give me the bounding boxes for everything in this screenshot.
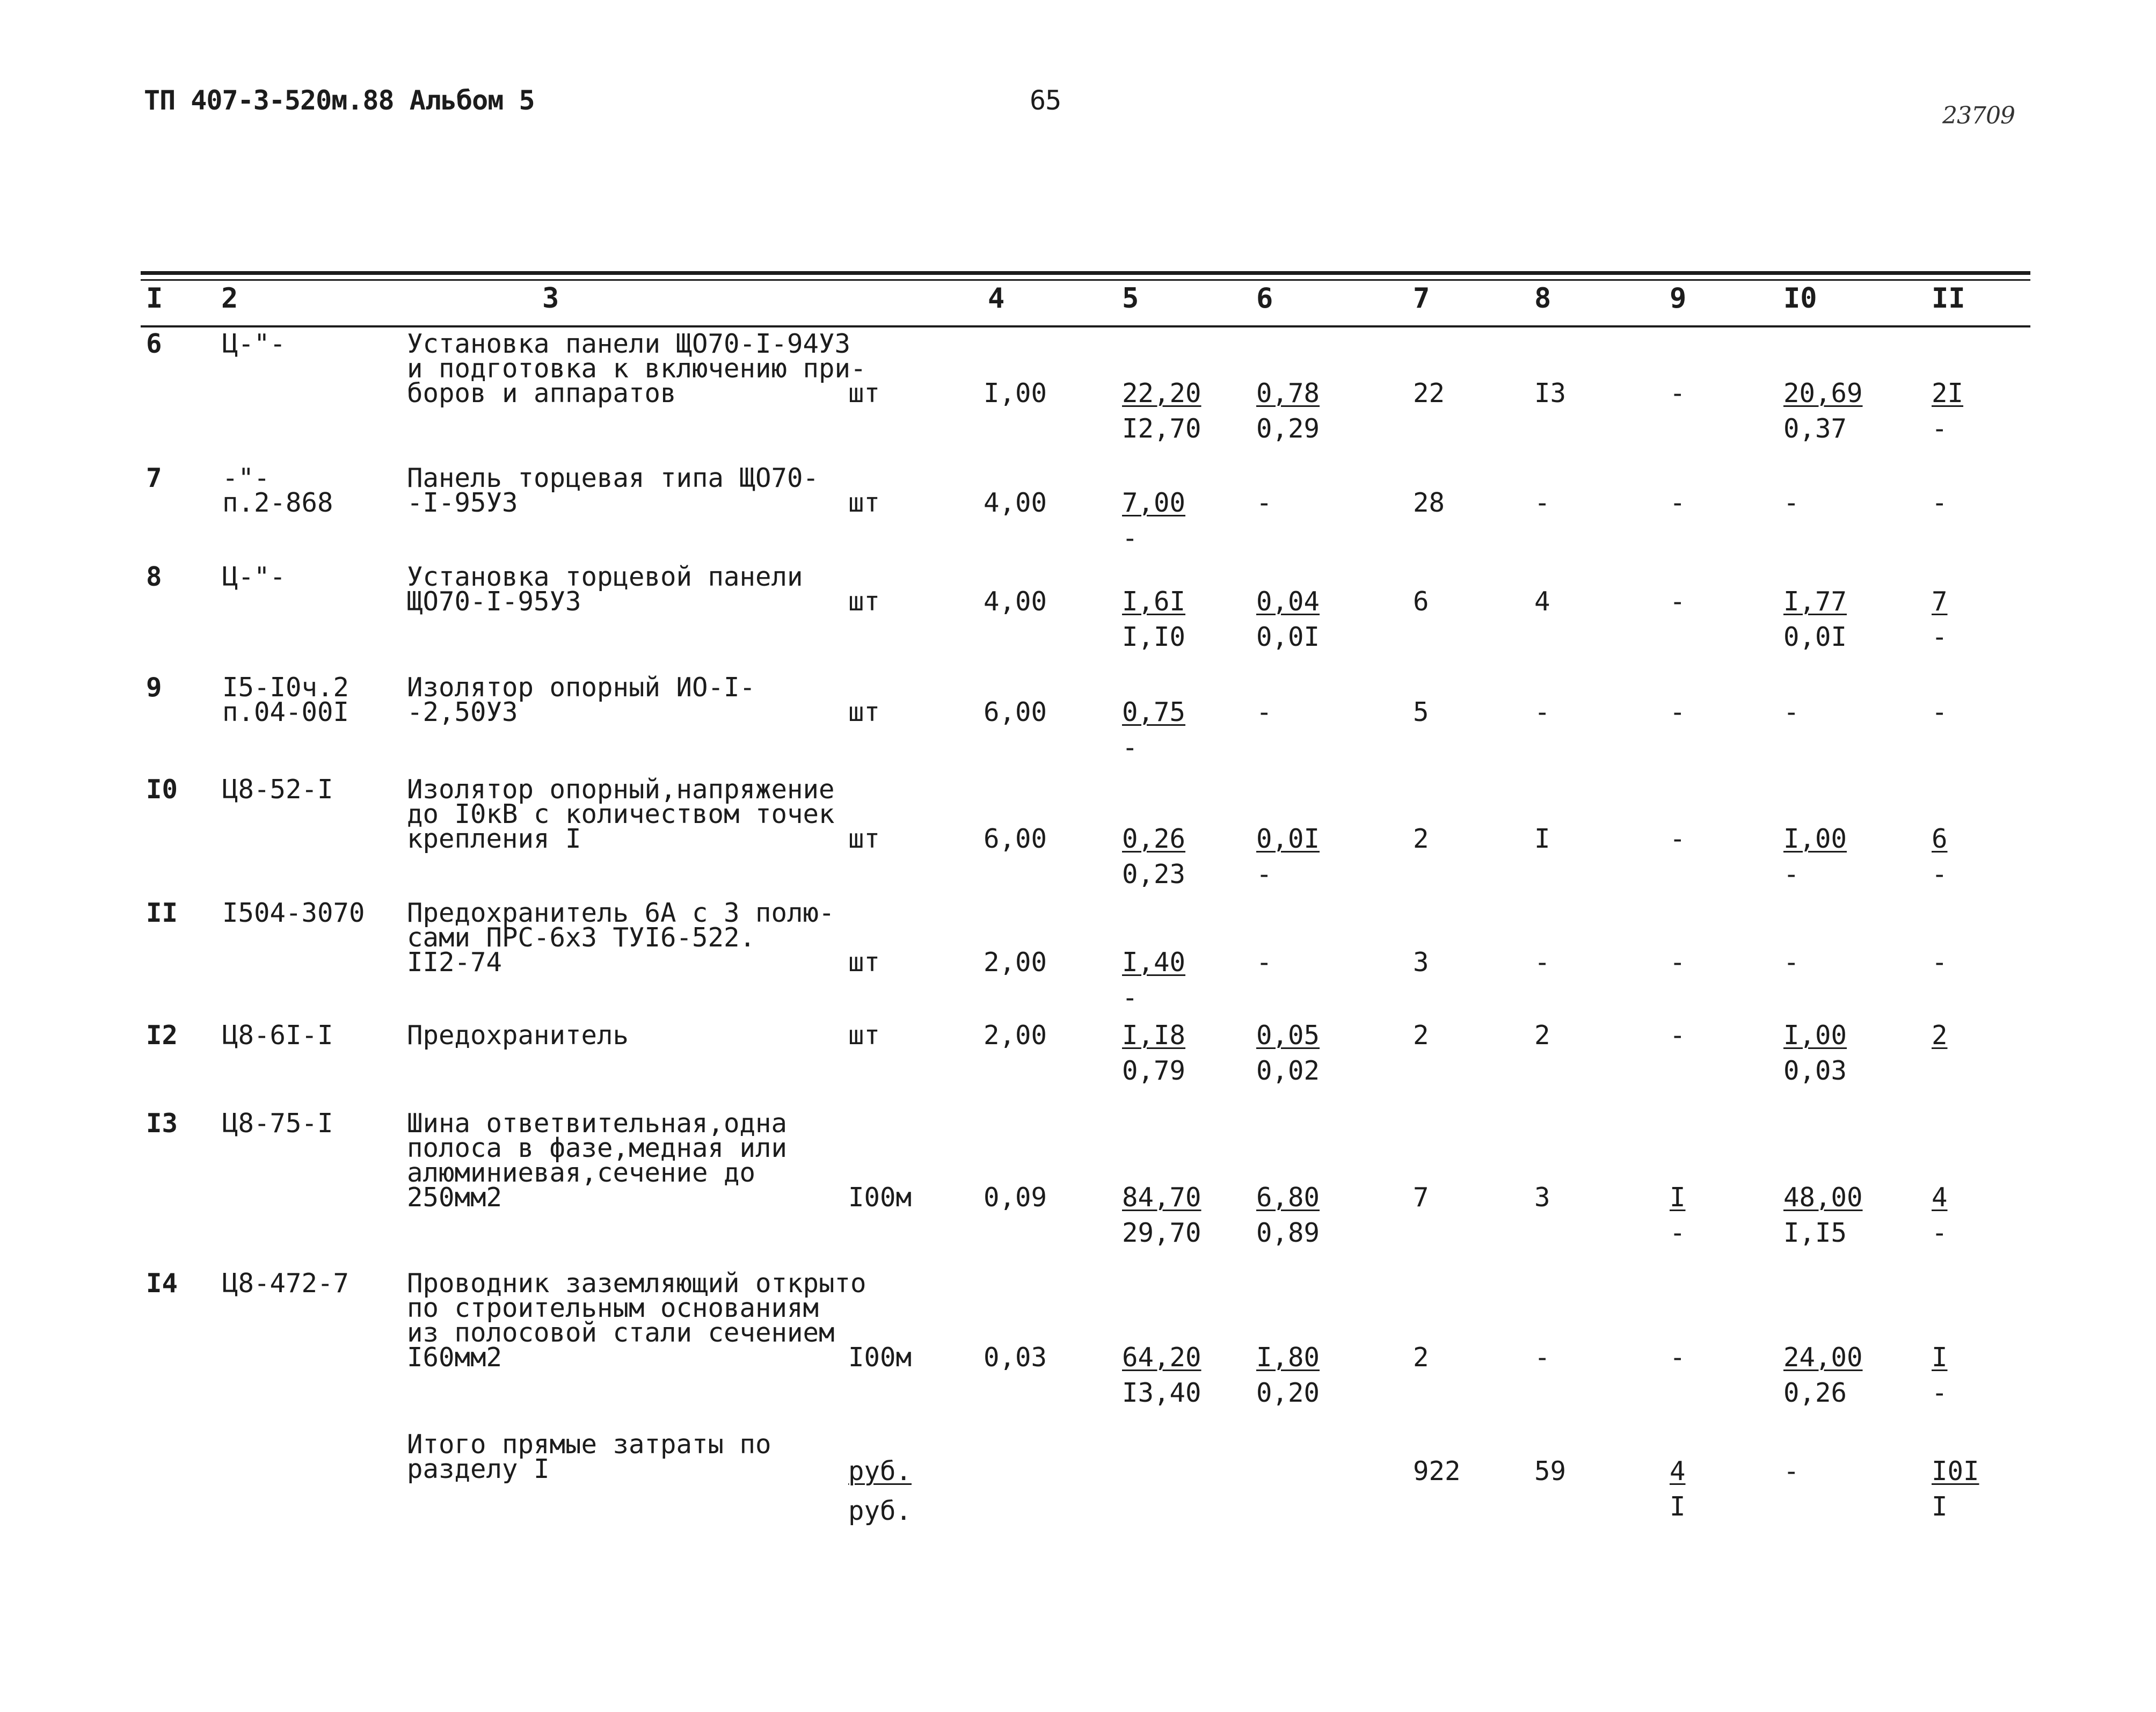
row-quantity: 4,00 xyxy=(984,586,1047,617)
row-number: 6 xyxy=(146,329,162,359)
row-col10-bottom: 0,0I xyxy=(1783,622,1847,652)
row-col8: 3 xyxy=(1534,1182,1550,1213)
column-header: 9 xyxy=(1670,282,1687,315)
row-unit: шт xyxy=(848,586,880,617)
row-unit: I00м xyxy=(848,1342,912,1373)
row-unit: I00м xyxy=(848,1182,912,1213)
row-number: I4 xyxy=(146,1268,178,1299)
row-col8: 2 xyxy=(1534,1020,1550,1051)
row-col8: 4 xyxy=(1534,586,1550,617)
row-col11-bottom: - xyxy=(1932,1378,1948,1408)
row-col7: 22 xyxy=(1413,378,1445,409)
row-col10-top: I,00 xyxy=(1783,1020,1847,1051)
row-description: Установка панели ЩО70-I-94У3 и подготовка к включению при- боров и аппаратов xyxy=(407,329,866,409)
row-col9-top: - xyxy=(1670,487,1686,518)
row-col6-top: - xyxy=(1256,697,1272,727)
row-description: Проводник заземляющий открыто по строительным основаниям из полосовой стали сечением I60мм2 xyxy=(407,1268,866,1373)
row-col6-top: - xyxy=(1256,487,1272,518)
row-quantity: 4,00 xyxy=(984,487,1047,518)
column-header: 5 xyxy=(1122,282,1139,315)
row-col11-bottom: - xyxy=(1932,1218,1948,1248)
row-description: Изолятор опорный,напряжение до I0кВ с количеством точек крепления I xyxy=(407,774,835,854)
row-quantity: 6,00 xyxy=(984,697,1047,727)
row-col7: 2 xyxy=(1413,1020,1429,1051)
row-quantity: 2,00 xyxy=(984,1020,1047,1051)
column-header: 3 xyxy=(542,282,559,315)
row-col6-bottom: 0,89 xyxy=(1256,1218,1320,1248)
row-number: 7 xyxy=(146,463,162,493)
total-col9-bottom: I xyxy=(1670,1491,1686,1522)
row-unit: шт xyxy=(848,1020,880,1051)
row-col5-top: 84,70 xyxy=(1122,1182,1201,1213)
row-code: I504-3070 xyxy=(222,898,365,928)
row-col9-top: I xyxy=(1670,1182,1686,1213)
row-number: I3 xyxy=(146,1108,178,1139)
row-col9-top: - xyxy=(1670,697,1686,727)
row-number: 9 xyxy=(146,672,162,703)
row-col11-top: 6 xyxy=(1932,824,1948,854)
row-col5-bottom: I3,40 xyxy=(1122,1378,1201,1408)
header-bottom-rule xyxy=(141,325,2030,327)
row-number: II xyxy=(146,898,178,928)
row-col9-bottom: - xyxy=(1670,1218,1686,1248)
row-description: Предохранитель xyxy=(407,1020,629,1051)
row-col9-top: - xyxy=(1670,1020,1686,1051)
row-quantity: 0,03 xyxy=(984,1342,1047,1373)
column-header: 6 xyxy=(1256,282,1273,315)
row-col5-top: 7,00 xyxy=(1122,487,1186,518)
row-col9-top: - xyxy=(1670,378,1686,409)
row-col10-top: - xyxy=(1783,697,1800,727)
row-number: I0 xyxy=(146,774,178,805)
row-col6-top: 0,0I xyxy=(1256,824,1320,854)
row-col10-top: - xyxy=(1783,487,1800,518)
row-code: -"- п.2-868 xyxy=(222,463,333,518)
row-quantity: 2,00 xyxy=(984,947,1047,978)
row-col7: 28 xyxy=(1413,487,1445,518)
row-col6-bottom: 0,29 xyxy=(1256,413,1320,444)
row-col10-top: I,00 xyxy=(1783,824,1847,854)
row-col10-bottom: I,I5 xyxy=(1783,1218,1847,1248)
row-col5-top: 0,26 xyxy=(1122,824,1186,854)
row-unit: шт xyxy=(848,378,880,409)
row-col5-bottom: 0,23 xyxy=(1122,859,1186,890)
row-col8: I3 xyxy=(1534,378,1567,409)
row-number: 8 xyxy=(146,562,162,592)
row-code: Ц8-472-7 xyxy=(222,1268,349,1299)
row-col9-top: - xyxy=(1670,824,1686,854)
row-col11-top: 2I xyxy=(1932,378,1964,409)
column-header: 7 xyxy=(1413,282,1430,315)
row-col11-bottom: - xyxy=(1932,413,1948,444)
row-col5-top: I,40 xyxy=(1122,947,1186,978)
row-col7: 3 xyxy=(1413,947,1429,978)
row-col10-top: - xyxy=(1783,947,1800,978)
row-col7: 6 xyxy=(1413,586,1429,617)
row-col8: I xyxy=(1534,824,1550,854)
table-top-rule xyxy=(141,271,2030,275)
row-description: Шина ответвительная,одна полоса в фазе,медная или алюминиевая,сечение до 250мм2 xyxy=(407,1108,788,1213)
column-header: 2 xyxy=(221,282,238,315)
row-col6-top: 6,80 xyxy=(1256,1182,1320,1213)
row-col11-top: 4 xyxy=(1932,1182,1948,1213)
row-col11-top: - xyxy=(1932,697,1948,727)
row-col6-top: 0,78 xyxy=(1256,378,1320,409)
total-col11-bottom: I xyxy=(1932,1491,1948,1522)
document-id: 23709 xyxy=(1942,102,2015,129)
row-col5-top: I,I8 xyxy=(1122,1020,1186,1051)
row-col5-top: I,6I xyxy=(1122,586,1186,617)
row-col10-bottom: 0,03 xyxy=(1783,1055,1847,1086)
row-col8: - xyxy=(1534,487,1550,518)
row-col6-bottom: - xyxy=(1256,859,1272,890)
row-code: Ц8-75-I xyxy=(222,1108,333,1139)
row-col6-top: 0,04 xyxy=(1256,586,1320,617)
row-col11-bottom: - xyxy=(1932,622,1948,652)
column-header: I xyxy=(146,282,163,315)
row-col11-top: 7 xyxy=(1932,586,1948,617)
row-col7: 5 xyxy=(1413,697,1429,727)
row-description: Изолятор опорный ИО-I- -2,50У3 xyxy=(407,672,756,727)
row-col6-bottom: 0,0I xyxy=(1256,622,1320,652)
row-col9-top: - xyxy=(1670,586,1686,617)
row-col9-top: - xyxy=(1670,947,1686,978)
row-code: Ц-"- xyxy=(222,329,286,359)
row-code: Ц8-52-I xyxy=(222,774,333,805)
row-code: I5-I0ч.2 п.04-00I xyxy=(222,672,349,727)
total-col7: 922 xyxy=(1413,1456,1461,1487)
row-quantity: 6,00 xyxy=(984,824,1047,854)
page-number: 65 xyxy=(1030,85,1061,116)
total-col11-top: I0I xyxy=(1932,1456,1979,1487)
row-col5-bottom: - xyxy=(1122,523,1138,553)
row-col11-bottom: - xyxy=(1932,859,1948,890)
row-col10-top: 24,00 xyxy=(1783,1342,1863,1373)
row-col9-top: - xyxy=(1670,1342,1686,1373)
column-header: 4 xyxy=(988,282,1005,315)
total-description: Итого прямые затраты по разделу I xyxy=(407,1429,771,1484)
row-col10-bottom: - xyxy=(1783,859,1800,890)
row-col10-bottom: 0,26 xyxy=(1783,1378,1847,1408)
row-col10-bottom: 0,37 xyxy=(1783,413,1847,444)
row-description: Панель торцевая типа ЩО70- -I-95У3 xyxy=(407,463,819,518)
row-col5-bottom: - xyxy=(1122,732,1138,763)
row-col8: - xyxy=(1534,697,1550,727)
column-header: 8 xyxy=(1534,282,1552,315)
row-col6-bottom: 0,20 xyxy=(1256,1378,1320,1408)
total-unit-top: руб. xyxy=(848,1456,912,1487)
row-col5-bottom: - xyxy=(1122,982,1138,1013)
row-col10-top: 20,69 xyxy=(1783,378,1863,409)
row-col5-bottom: I2,70 xyxy=(1122,413,1201,444)
row-col6-top: - xyxy=(1256,947,1272,978)
row-col5-bottom: I,I0 xyxy=(1122,622,1186,652)
row-description: Предохранитель 6А с 3 полю- сами ПРС-6х3 ТУI6-522. II2-74 xyxy=(407,898,835,978)
row-col7: 7 xyxy=(1413,1182,1429,1213)
column-header: I0 xyxy=(1783,282,1817,315)
row-quantity: 0,09 xyxy=(984,1182,1047,1213)
row-code: Ц8-6I-I xyxy=(222,1020,333,1051)
row-col6-top: I,80 xyxy=(1256,1342,1320,1373)
row-unit: шт xyxy=(848,824,880,854)
total-col9-top: 4 xyxy=(1670,1456,1686,1487)
row-col10-top: 48,00 xyxy=(1783,1182,1863,1213)
row-description: Установка торцевой панели ЩО70-I-95У3 xyxy=(407,562,803,617)
row-col6-bottom: 0,02 xyxy=(1256,1055,1320,1086)
row-col5-bottom: 0,79 xyxy=(1122,1055,1186,1086)
row-col8: - xyxy=(1534,1342,1550,1373)
total-col8: 59 xyxy=(1534,1456,1567,1487)
row-col5-bottom: 29,70 xyxy=(1122,1218,1201,1248)
document-code: ТП 407-3-520м.88 Альбом 5 xyxy=(144,85,535,116)
row-col6-top: 0,05 xyxy=(1256,1020,1320,1051)
row-number: I2 xyxy=(146,1020,178,1051)
row-code: Ц-"- xyxy=(222,562,286,592)
row-col5-top: 22,20 xyxy=(1122,378,1201,409)
column-header: II xyxy=(1932,282,1965,315)
total-col10: - xyxy=(1783,1456,1800,1487)
table-top-rule-thin xyxy=(141,279,2030,281)
row-col11-top: I xyxy=(1932,1342,1948,1373)
row-quantity: I,00 xyxy=(984,378,1047,409)
row-col11-top: 2 xyxy=(1932,1020,1948,1051)
total-unit-bottom: руб. xyxy=(848,1496,912,1526)
row-col5-top: 64,20 xyxy=(1122,1342,1201,1373)
row-col7: 2 xyxy=(1413,824,1429,854)
row-col11-top: - xyxy=(1932,947,1948,978)
row-col8: - xyxy=(1534,947,1550,978)
row-col5-top: 0,75 xyxy=(1122,697,1186,727)
row-col7: 2 xyxy=(1413,1342,1429,1373)
row-col10-top: I,77 xyxy=(1783,586,1847,617)
row-unit: шт xyxy=(848,487,880,518)
row-unit: шт xyxy=(848,697,880,727)
row-unit: шт xyxy=(848,947,880,978)
row-col11-top: - xyxy=(1932,487,1948,518)
